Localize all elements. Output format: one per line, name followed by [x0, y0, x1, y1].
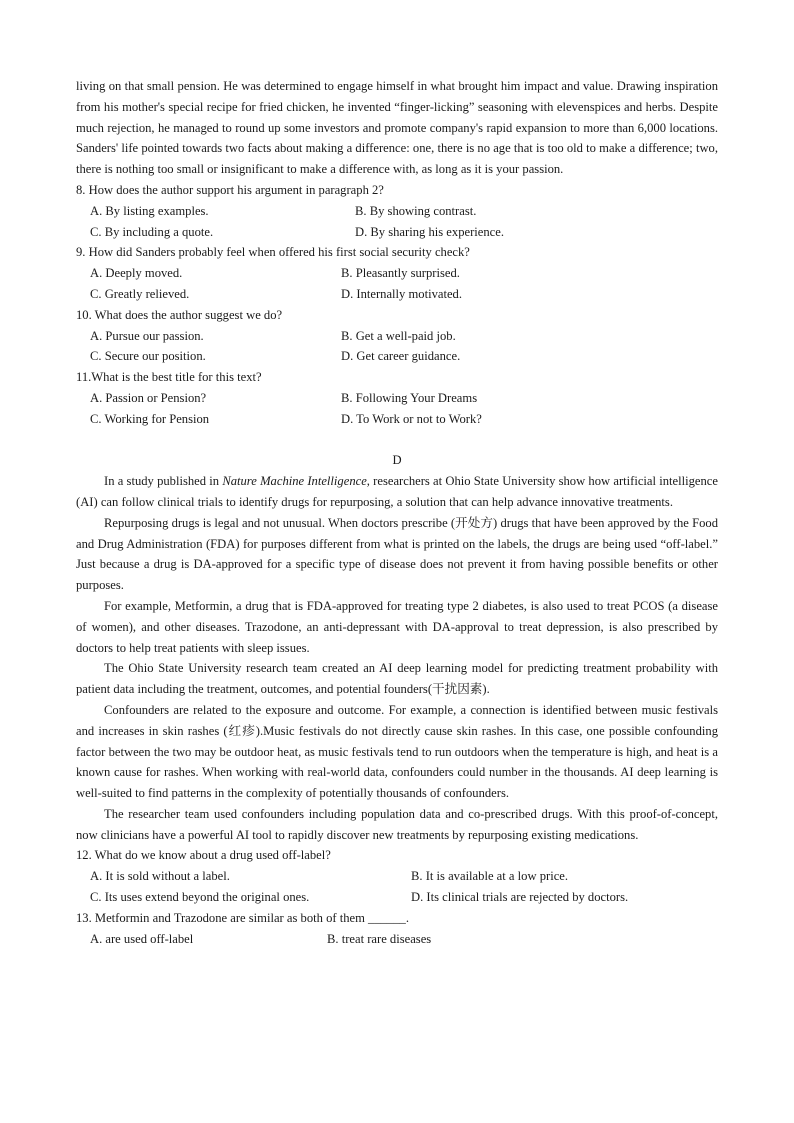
options — [76, 326, 718, 368]
passage-c-end: living on that small pension. He was determined to engage himself in what brought him impact and value. Drawing inspiration from his mother's special recipe for fried chicken, he invented “finger-licking” seasoning with elevenspices and herbs. Despite much rejection, he managed to round up some investors and promote company's rapid expansion to more than 6,000 locations. Sanders' life pointed towards two facts about making a difference: one, there is no age that is too old to make a difference; two, there is nothing too small or insignificant to make a difference with, as long as it is your passion. — [76, 79, 718, 177]
option-b[interactable]: B. By showing contrast. — [355, 203, 477, 218]
option-d[interactable]: D. To Work or not to Work? — [341, 411, 482, 426]
document-page — [76, 76, 718, 949]
section-d-heading: D — [392, 453, 402, 468]
option-c[interactable]: C. Its uses extend beyond the original ones. — [90, 890, 310, 905]
question-8 — [76, 180, 718, 242]
paragraph-text: , researchers at Ohio State University show how artificial intelligence (AI) can follow clinical trials to identify drugs for repurposing, a solution that can help advance innovative treatments. — [76, 474, 718, 509]
question-stem: 12. What do we know about a drug used off-label? — [76, 848, 331, 863]
option-b[interactable]: B. Get a well-paid job. — [341, 328, 456, 343]
option-d[interactable]: D. Its clinical trials are rejected by doctors. — [411, 890, 629, 905]
question-stem: 10. What does the author suggest we do? — [76, 307, 283, 322]
option-d[interactable]: D. Internally motivated. — [341, 286, 463, 301]
paragraph-d6: The researcher team used confounders including population data and co-prescribed drugs. With this proof-of-concept, now clinicians have a powerful AI tool to rapidly discover new treatments by repurposing existing medications. — [76, 806, 718, 842]
options — [76, 201, 718, 243]
paragraph-text: In a study published in — [104, 474, 223, 489]
paragraph-d3: For example, Metformin, a drug that is FDA-approved for treating type 2 diabetes, is also used to treat PCOS (a disease of women), and other diseases. Trazodone, an anti-depressant with DA-approval to treat depression, is also prescribed by doctors to help treat patients with sleep issues. — [76, 598, 718, 655]
question-stem: 13. Metformin and Trazodone are similar as both of them ______. — [76, 910, 409, 925]
question-12 — [76, 845, 718, 907]
paragraph-d1 — [76, 471, 718, 513]
option-c[interactable]: C. Secure our position. — [90, 349, 206, 364]
option-b[interactable]: B. Pleasantly surprised. — [341, 266, 460, 281]
option-a[interactable]: A. Passion or Pension? — [90, 390, 207, 405]
paragraph-d4: The Ohio State University research team created an AI deep learning model for predicting treatment probability with patient data including the treatment, outcomes, and potential founders(干扰因素). — [76, 661, 718, 697]
option-b[interactable]: B. Following Your Dreams — [341, 390, 478, 405]
journal-title: Nature Machine Intelligence — [222, 474, 367, 489]
option-a[interactable]: A. By listing examples. — [90, 203, 209, 218]
question-9 — [76, 242, 718, 304]
option-b[interactable]: B. It is available at a low price. — [411, 869, 569, 884]
question-stem: 9. How did Sanders probably feel when offered his first social security check? — [76, 245, 470, 260]
paragraph-d2: Repurposing drugs is legal and not unusual. When doctors prescribe (开处方) drugs that have been approved by the Food and Drug Administration (FDA) for purposes different from what is printed on the labels, the drugs are being used “off-label.” Just because a drug is DA-approved for a specific type of disease does not prevent it from having possible benefits or other purposes. — [76, 515, 718, 593]
option-a[interactable]: A. Pursue our passion. — [90, 328, 204, 343]
question-10 — [76, 305, 718, 367]
option-c[interactable]: C. Greatly relieved. — [90, 286, 190, 301]
options — [76, 263, 718, 305]
option-c[interactable]: C. Working for Pension — [90, 411, 210, 426]
question-13 — [76, 908, 718, 950]
options — [76, 929, 718, 950]
option-b[interactable]: B. treat rare diseases — [327, 931, 432, 946]
question-11 — [76, 367, 718, 429]
option-a[interactable]: A. are used off-label — [90, 931, 194, 946]
option-a[interactable]: A. Deeply moved. — [90, 266, 183, 281]
option-c[interactable]: C. By including a quote. — [90, 224, 214, 239]
question-stem: 11.What is the best title for this text? — [76, 370, 262, 385]
question-stem: 8. How does the author support his argument in paragraph 2? — [76, 182, 384, 197]
paragraph-d5: Confounders are related to the exposure and outcome. For example, a connection is identified between music festivals and increases in skin rashes (红疹).Music festivals do not directly cause skin rashes. In this case, one possible confounding factor between the two may be outdoor heat, as music festivals tend to run outdoors when the temperature is high, and heat is a known cause for rashes. When working with real-world data, confounders could number in the thousands. AI deep learning is well-suited to find patterns in the complexity of potentially thousands of confounders. — [76, 702, 718, 801]
option-d[interactable]: D. By sharing his experience. — [355, 224, 504, 239]
options — [76, 866, 718, 908]
option-d[interactable]: D. Get career guidance. — [341, 349, 461, 364]
options — [76, 388, 718, 430]
option-a[interactable]: A. It is sold without a label. — [90, 869, 230, 884]
